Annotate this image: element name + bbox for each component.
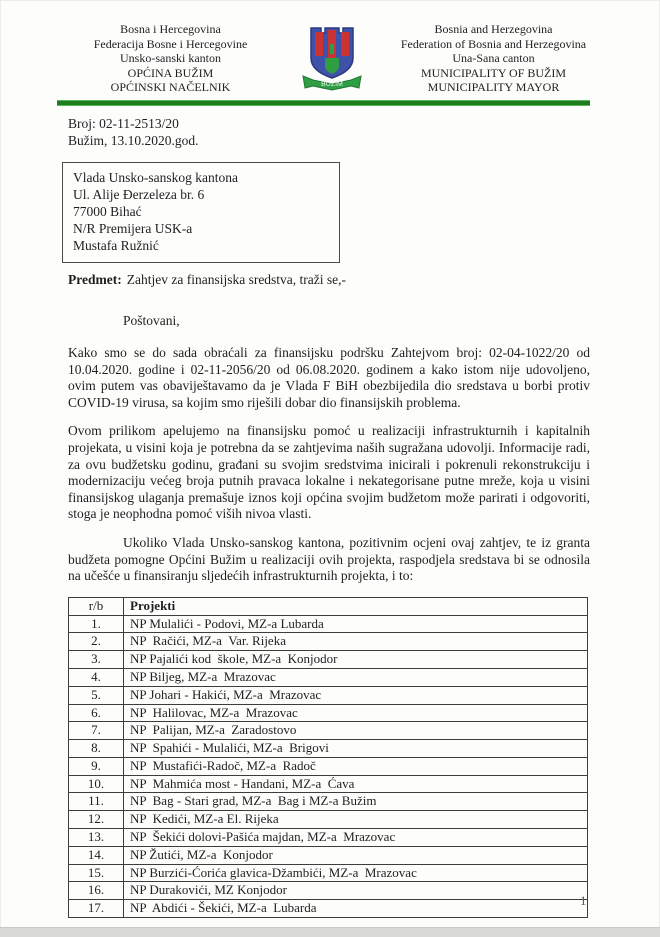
table-row — [69, 686, 588, 704]
table-row — [69, 704, 588, 722]
table-row — [69, 811, 588, 829]
project-name: NP Bag - Stari grad, MZ-a Bag i MZ-a Bužim — [124, 793, 588, 811]
project-name: NP Mahmića most - Handani, MZ-a Ćava — [124, 775, 588, 793]
document-meta — [68, 116, 199, 149]
recipient-address-box — [62, 162, 340, 263]
project-name: NP Abdići - Šekići, MZ-a Lubarda — [124, 900, 588, 918]
letterhead-line: Bosnia and Herzegovina — [434, 22, 553, 36]
projects-table-body — [69, 615, 588, 918]
project-name: NP Pajalići kod škole, MZ-a Konjodor — [124, 651, 588, 669]
table-row — [69, 775, 588, 793]
header-divider-line — [57, 100, 590, 106]
paragraph-1: Kako smo se do sada obraćali za finansijsku podršku Zahtejvom broj: 02-04-1022/20 od 10.04.2020. godine i 02-11-2056/20 od 06.08.2020. godinem a kako istom nije udovoljeno, ovim putem vas obaviještavamo da je Vlada F BiH obezbijedila dio sredstava u borbi protiv COVID-19 virusa, sa kojim smo riješili dobar dio finansijskih problema. — [68, 345, 590, 410]
page-number: 1 — [580, 893, 587, 908]
row-number: 1. — [69, 615, 124, 633]
row-number: 2. — [69, 633, 124, 651]
recipient-line: N/R Premijera USK-a — [73, 221, 193, 236]
column-header-projekti: Projekti — [124, 597, 588, 615]
row-number: 8. — [69, 740, 124, 758]
projects-table — [68, 597, 588, 918]
table-row — [69, 757, 588, 775]
letterhead-line: MUNICIPALITY OF BUŽIM — [420, 65, 567, 80]
row-number: 4. — [69, 668, 124, 686]
recipient-line: Mustafa Ružnić — [73, 238, 159, 253]
project-name: NP Račići, MZ-a Var. Rijeka — [124, 633, 588, 651]
project-name: NP Biljeg, MZ-a Mrazovac — [124, 668, 588, 686]
table-row — [69, 651, 588, 669]
project-name: NP Mulalići - Podovi, MZ-a Lubarda — [124, 615, 588, 633]
letterhead-line: Federacija Bosne i Hercegovine — [93, 36, 248, 51]
project-name: NP Žutići, MZ-a Konjodor — [124, 846, 588, 864]
row-number: 7. — [69, 722, 124, 740]
project-name: NP Spahići - Mulalići, MZ-a Brigovi — [124, 740, 588, 758]
subject-line — [68, 272, 346, 288]
row-number: 16. — [69, 882, 124, 900]
project-name: NP Burzići-Ćorića glavica-Džambići, MZ-a Mrazovac — [124, 864, 588, 882]
row-number: 10. — [69, 775, 124, 793]
letterhead — [46, 22, 618, 101]
coat-of-arms — [295, 22, 369, 101]
table-row — [69, 740, 588, 758]
row-number: 13. — [69, 829, 124, 847]
letter-body — [68, 345, 590, 918]
table-row — [69, 829, 588, 847]
row-number: 17. — [69, 900, 124, 918]
table-row — [69, 900, 588, 918]
table-row — [69, 633, 588, 651]
row-number: 11. — [69, 793, 124, 811]
place-date: Bužim, 13.10.2020.god. — [68, 132, 199, 148]
table-row — [69, 846, 588, 864]
row-number: 12. — [69, 811, 124, 829]
reference-number: Broj: 02-11-2513/20 — [68, 116, 179, 131]
letterhead-line: Unsko-sanski kanton — [120, 51, 221, 66]
table-row — [69, 882, 588, 900]
row-number: 5. — [69, 686, 124, 704]
project-name: NP Halilovac, MZ-a Mrazovac — [124, 704, 588, 722]
letterhead-line: OPĆINA BUŽIM — [127, 65, 214, 80]
letterhead-line: Federation of Bosnia and Herzegovina — [400, 36, 587, 51]
letterhead-english — [369, 22, 618, 95]
recipient-line: 77000 Bihać — [73, 204, 142, 219]
project-name: NP Durakovići, MZ Konjodor — [124, 882, 588, 900]
table-row — [69, 722, 588, 740]
crest-banner-text: BUŽIM — [321, 81, 343, 88]
project-name: NP Kedići, MZ-a El. Rijeka — [124, 811, 588, 829]
table-row — [69, 864, 588, 882]
recipient-line: Vlada Unsko-sanskog kantona — [73, 170, 238, 185]
column-header-rb: r/b — [69, 597, 124, 615]
row-number: 15. — [69, 864, 124, 882]
project-name: NP Palijan, MZ-a Zaradostovo — [124, 722, 588, 740]
letterhead-line: Bosna i Hercegovina — [120, 22, 221, 36]
letterhead-line: OPĆINSKI NAČELNIK — [110, 80, 231, 95]
row-number: 3. — [69, 651, 124, 669]
subject-text: Zahtjev za finansijska sredstva, traži se,- — [126, 272, 347, 287]
project-name: NP Šekići dolovi-Pašića majdan, MZ-a Mrazovac — [124, 829, 588, 847]
projects-table-header — [69, 597, 588, 615]
table-row — [69, 793, 588, 811]
salutation: Poštovani, — [123, 313, 180, 328]
paragraph-2: Ovom prilikom apelujemo na finansijsku pomoć u realizaciji infrastrukturnih i kapitalnih projekata, u visini koja je potrebna da se zahtjevima naših sugražana udovolji. Informacije radi, za ovu budžetsku godinu, građani su svojim sredstvima inicirali i pokrenuli rekonstrukciju i modernizaciju većeg broja putnih pravaca lokalne i nekategorisane putne mreže, koja u visini finansijskog ulaganja premašuje iznos koji općina svojim budžetom može parirati i odgovoriti, stoga je neophodna pomoć viših nivoa vlasti. — [68, 423, 590, 522]
project-name: NP Mustafići-Radoč, MZ-a Radoč — [124, 757, 588, 775]
row-number: 9. — [69, 757, 124, 775]
row-number: 14. — [69, 846, 124, 864]
letterhead-line: Una-Sana canton — [452, 51, 535, 66]
scan-edge — [0, 927, 660, 937]
subject-label: Predmet: — [68, 272, 122, 287]
letterhead-line: MUNICIPALITY MAYOR — [427, 80, 560, 95]
project-name: NP Johari - Hakići, MZ-a Mrazovac — [124, 686, 588, 704]
paragraph-3: Ukoliko Vlada Unsko-sanskog kantona, pozitivnim ocjeni ovaj zahtjev, te iz granta budžeta pomogne Općini Bužim u realizaciji ovih projekta, raspodjela sredstava bi se odnosila na učešće u finansiranju sljedećih infrastrukturnih projekta, i to: — [68, 534, 590, 584]
table-row — [69, 668, 588, 686]
letterhead-bosnian — [46, 22, 295, 95]
row-number: 6. — [69, 704, 124, 722]
recipient-line: Ul. Alije Đerzeleza br. 6 — [73, 187, 205, 202]
table-row — [69, 615, 588, 633]
buzim-crest-icon — [299, 24, 365, 96]
